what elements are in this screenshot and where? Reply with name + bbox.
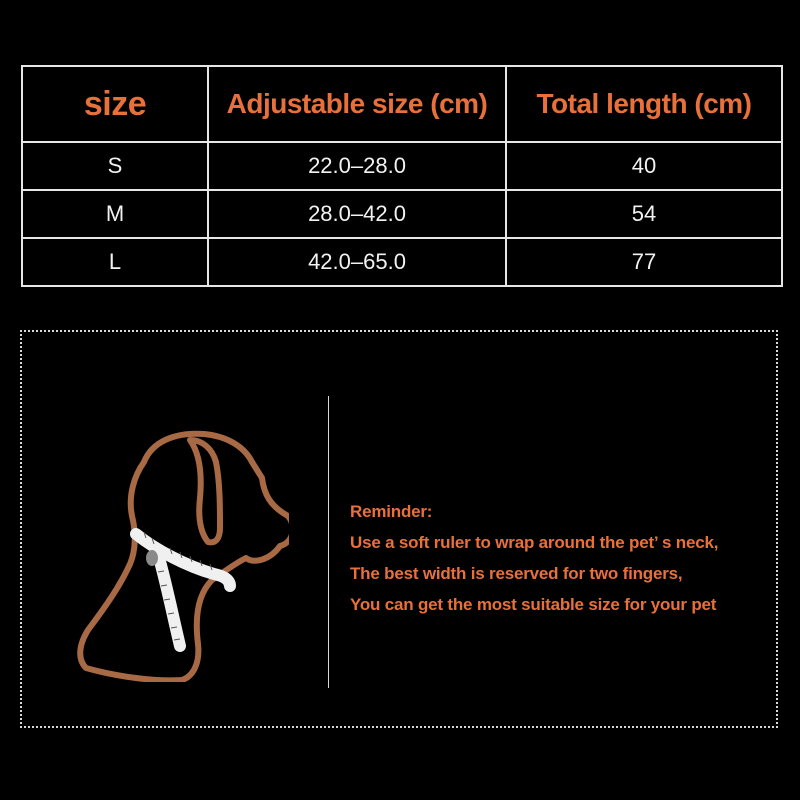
table-row <box>22 238 782 286</box>
reminder-line: The best width is reserved for two fingers, <box>350 564 683 583</box>
table-row <box>22 142 782 190</box>
header-size: size <box>22 66 208 142</box>
cell-size: S <box>22 142 208 190</box>
cell-total-length: 77 <box>506 238 782 286</box>
reminder-title: Reminder: <box>350 502 433 521</box>
cell-adjustable-size: 28.0–42.0 <box>208 190 506 238</box>
panel-divider <box>328 396 329 688</box>
dog-head-with-measuring-tape-icon <box>74 382 289 682</box>
reminder-line: You can get the most suitable size for your pet <box>350 595 717 614</box>
reminder-line: Use a soft ruler to wrap around the pet’ s neck, <box>350 533 719 552</box>
header-adjustable-size: Adjustable size (cm) <box>208 66 506 142</box>
cell-size: L <box>22 238 208 286</box>
cell-total-length: 40 <box>506 142 782 190</box>
size-chart-table <box>21 65 783 287</box>
reminder-text-block <box>350 496 770 620</box>
cell-adjustable-size: 22.0–28.0 <box>208 142 506 190</box>
header-total-length: Total length (cm) <box>506 66 782 142</box>
table-row <box>22 190 782 238</box>
cell-total-length: 54 <box>506 190 782 238</box>
reminder-panel <box>20 330 778 728</box>
cell-adjustable-size: 42.0–65.0 <box>208 238 506 286</box>
cell-size: M <box>22 190 208 238</box>
table-header-row <box>22 66 782 142</box>
